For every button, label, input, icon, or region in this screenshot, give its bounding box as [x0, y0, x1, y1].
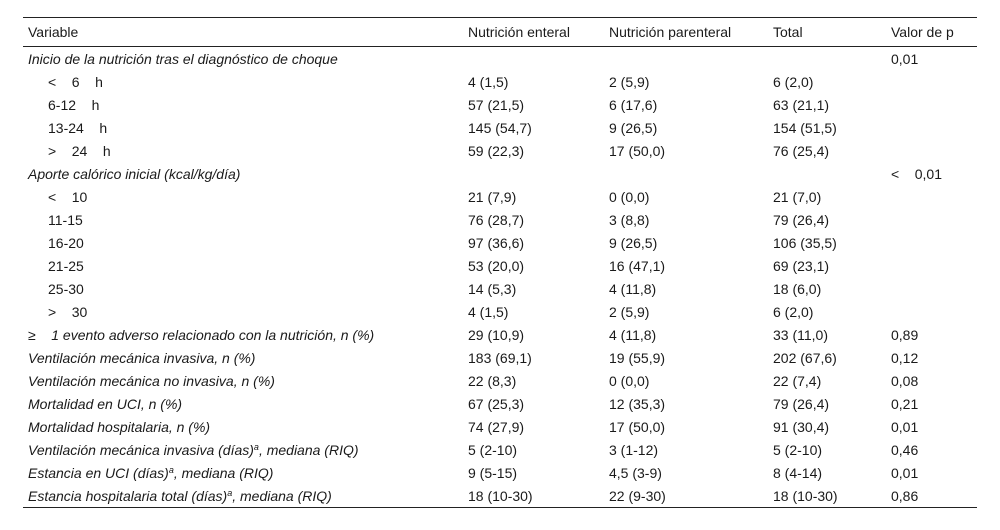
cell-total: 79 (26,4)	[773, 395, 830, 412]
cell-p-value: < 0,01	[891, 165, 942, 182]
row-label-text: 6-12 h	[48, 96, 100, 113]
cell-total: 154 (51,5)	[773, 119, 837, 136]
cell-p-value	[886, 208, 977, 231]
row-label-text: Estancia hospitalaria total (días)	[28, 487, 228, 504]
header-p-value: Valor de p	[886, 18, 977, 47]
cell-parenteral: 6 (17,6)	[609, 96, 658, 113]
row-label-text: Estancia en UCI (días)	[28, 464, 169, 481]
footnote-marker: a	[227, 487, 233, 498]
cell-enteral: 21 (7,9)	[468, 188, 517, 205]
cell-parenteral: 16 (47,1)	[609, 257, 666, 274]
cell-total: 76 (25,4)	[773, 142, 830, 159]
row-label-text: > 24 h	[48, 142, 111, 159]
cell-total: 6 (2,0)	[773, 73, 814, 90]
cell-parenteral: 0 (0,0)	[609, 188, 650, 205]
cell-total: 91 (30,4)	[773, 418, 830, 435]
table-row	[23, 323, 977, 346]
cell-enteral: 18 (10-30)	[463, 484, 604, 508]
footnote-marker: a	[253, 441, 259, 452]
table-row	[23, 185, 977, 208]
cell-total: 69 (23,1)	[773, 257, 830, 274]
table-body	[23, 47, 977, 508]
table-row	[23, 254, 977, 277]
table-row	[23, 231, 977, 254]
row-label	[23, 208, 463, 231]
cell-p-value	[886, 93, 977, 116]
cell-enteral: 14 (5,3)	[468, 280, 517, 297]
cell-enteral: 67 (25,3)	[468, 395, 525, 412]
row-label	[23, 300, 463, 323]
cell-enteral: 9 (5-15)	[468, 464, 518, 481]
cell-p-value: 0,46	[891, 441, 919, 458]
cell-p-value	[886, 70, 977, 93]
cell-parenteral: 3 (1-12)	[609, 441, 659, 458]
cell-total: 18 (6,0)	[773, 280, 822, 297]
row-label	[23, 323, 463, 346]
row-label	[23, 139, 463, 162]
cell-enteral: 183 (69,1)	[468, 349, 532, 366]
cell-enteral	[463, 162, 604, 185]
row-label-text: Mortalidad en UCI, n (%)	[28, 395, 183, 412]
header-parenteral: Nutrición parenteral	[604, 18, 768, 47]
cell-total: 22 (7,4)	[773, 372, 822, 389]
cell-enteral: 4 (1,5)	[468, 73, 509, 90]
cell-p-value: 0,08	[891, 372, 919, 389]
row-label-text: Inicio de la nutrición tras el diagnóstico de choque	[28, 50, 338, 67]
table-row	[23, 438, 977, 461]
row-label-text: 11-15	[48, 211, 83, 228]
row-label	[23, 415, 463, 438]
cell-enteral: 74 (27,9)	[468, 418, 525, 435]
table-row	[23, 369, 977, 392]
cell-p-value: 0,86	[886, 484, 977, 508]
cell-p-value: 0,12	[891, 349, 919, 366]
header-variable: Variable	[23, 18, 463, 47]
cell-enteral: 145 (54,7)	[468, 119, 532, 136]
table-row	[23, 116, 977, 139]
row-label	[23, 438, 463, 461]
cell-p-value: 0,01	[891, 464, 919, 481]
row-label-text: 21-25	[48, 257, 84, 274]
cell-parenteral: 4 (11,8)	[609, 326, 657, 343]
row-label	[23, 70, 463, 93]
row-label	[23, 231, 463, 254]
cell-p-value: 0,01	[891, 418, 919, 435]
cell-p-value	[886, 254, 977, 277]
row-label	[23, 116, 463, 139]
footnote-marker: a	[168, 464, 174, 475]
header-enteral: Nutrición enteral	[463, 18, 604, 47]
cell-total: 79 (26,4)	[773, 211, 830, 228]
header-row	[23, 18, 977, 47]
row-label-text: 16-20	[48, 234, 84, 251]
table-row	[23, 300, 977, 323]
cell-enteral: 97 (36,6)	[468, 234, 525, 251]
row-label	[23, 369, 463, 392]
row-label-text: < 6 h	[48, 73, 103, 90]
cell-p-value	[886, 277, 977, 300]
row-label	[23, 346, 463, 369]
cell-parenteral: 19 (55,9)	[609, 349, 666, 366]
table-row	[23, 346, 977, 369]
cell-parenteral: 9 (26,5)	[609, 119, 658, 136]
row-label-text: Ventilación mecánica no invasiva, n (%)	[28, 372, 275, 389]
cell-enteral: 76 (28,7)	[468, 211, 525, 228]
cell-enteral: 4 (1,5)	[468, 303, 509, 320]
cell-p-value	[886, 116, 977, 139]
row-label-text: 25-30	[48, 280, 84, 297]
cell-parenteral: 17 (50,0)	[609, 142, 666, 159]
cell-total: 106 (35,5)	[773, 234, 837, 251]
row-label-suffix: , mediana (RIQ)	[232, 487, 332, 504]
table-row	[23, 70, 977, 93]
cell-p-value: 0,01	[891, 50, 919, 67]
cell-p-value	[886, 185, 977, 208]
cell-total: 21 (7,0)	[773, 188, 822, 205]
row-label-suffix: , mediana (RIQ)	[258, 441, 359, 458]
cell-total: 202 (67,6)	[773, 349, 837, 366]
row-label	[23, 277, 463, 300]
cell-p-value: 0,21	[891, 395, 919, 412]
cell-total: 6 (2,0)	[773, 303, 814, 320]
row-label-suffix: , mediana (RIQ)	[173, 464, 274, 481]
cell-parenteral: 22 (9-30)	[604, 484, 768, 508]
row-label	[23, 47, 463, 71]
cell-p-value	[886, 300, 977, 323]
cell-enteral	[463, 47, 604, 71]
cell-parenteral: 0 (0,0)	[609, 372, 650, 389]
cell-parenteral: 9 (26,5)	[609, 234, 658, 251]
row-label	[23, 185, 463, 208]
table-row	[23, 139, 977, 162]
cell-enteral: 53 (20,0)	[468, 257, 525, 274]
table-row	[23, 277, 977, 300]
cell-total: 5 (2-10)	[773, 441, 823, 458]
row-label-text: > 30	[48, 303, 88, 320]
results-table-container	[23, 17, 977, 508]
row-label-text: Ventilación mecánica invasiva (días)	[28, 441, 254, 458]
cell-total: 33 (11,0)	[773, 326, 828, 343]
row-label	[23, 93, 463, 116]
cell-parenteral: 2 (5,9)	[609, 73, 650, 90]
row-label-text: ≥ 1 evento adverso relacionado con la nutrición, n (%)	[28, 326, 375, 343]
cell-p-value	[886, 231, 977, 254]
cell-parenteral	[604, 47, 768, 71]
table-row	[23, 415, 977, 438]
table-row	[23, 93, 977, 116]
row-label	[23, 162, 463, 185]
row-label	[23, 392, 463, 415]
cell-parenteral: 12 (35,3)	[609, 395, 666, 412]
row-label-text: Mortalidad hospitalaria, n (%)	[28, 418, 211, 435]
row-label-text: 13-24 h	[48, 119, 108, 136]
table-row	[23, 162, 977, 185]
table-row	[23, 461, 977, 484]
cell-total	[768, 47, 886, 71]
cell-total	[768, 162, 886, 185]
results-table	[23, 17, 977, 508]
header-total: Total	[768, 18, 886, 47]
cell-enteral: 5 (2-10)	[468, 441, 518, 458]
row-label-text: Ventilación mecánica invasiva, n (%)	[28, 349, 256, 366]
cell-parenteral: 4,5 (3-9)	[609, 464, 662, 481]
row-label	[23, 484, 463, 508]
cell-parenteral: 4 (11,8)	[609, 280, 657, 297]
cell-total: 18 (10-30)	[768, 484, 886, 508]
cell-enteral: 59 (22,3)	[468, 142, 525, 159]
cell-total: 8 (4-14)	[773, 464, 823, 481]
cell-total: 63 (21,1)	[773, 96, 830, 113]
row-label	[23, 254, 463, 277]
cell-parenteral: 17 (50,0)	[609, 418, 666, 435]
row-label-text: < 10	[48, 188, 88, 205]
cell-enteral: 29 (10,9)	[468, 326, 525, 343]
cell-parenteral: 3 (8,8)	[609, 211, 650, 228]
cell-p-value: 0,89	[891, 326, 919, 343]
table-row	[23, 47, 977, 71]
cell-enteral: 57 (21,5)	[468, 96, 525, 113]
cell-parenteral: 2 (5,9)	[609, 303, 650, 320]
row-label	[23, 461, 463, 484]
cell-enteral: 22 (8,3)	[468, 372, 517, 389]
table-row	[23, 208, 977, 231]
table-row	[23, 484, 977, 508]
row-label-text: Aporte calórico inicial (kcal/kg/día)	[28, 165, 241, 182]
cell-parenteral	[604, 162, 768, 185]
cell-p-value	[886, 139, 977, 162]
table-row	[23, 392, 977, 415]
